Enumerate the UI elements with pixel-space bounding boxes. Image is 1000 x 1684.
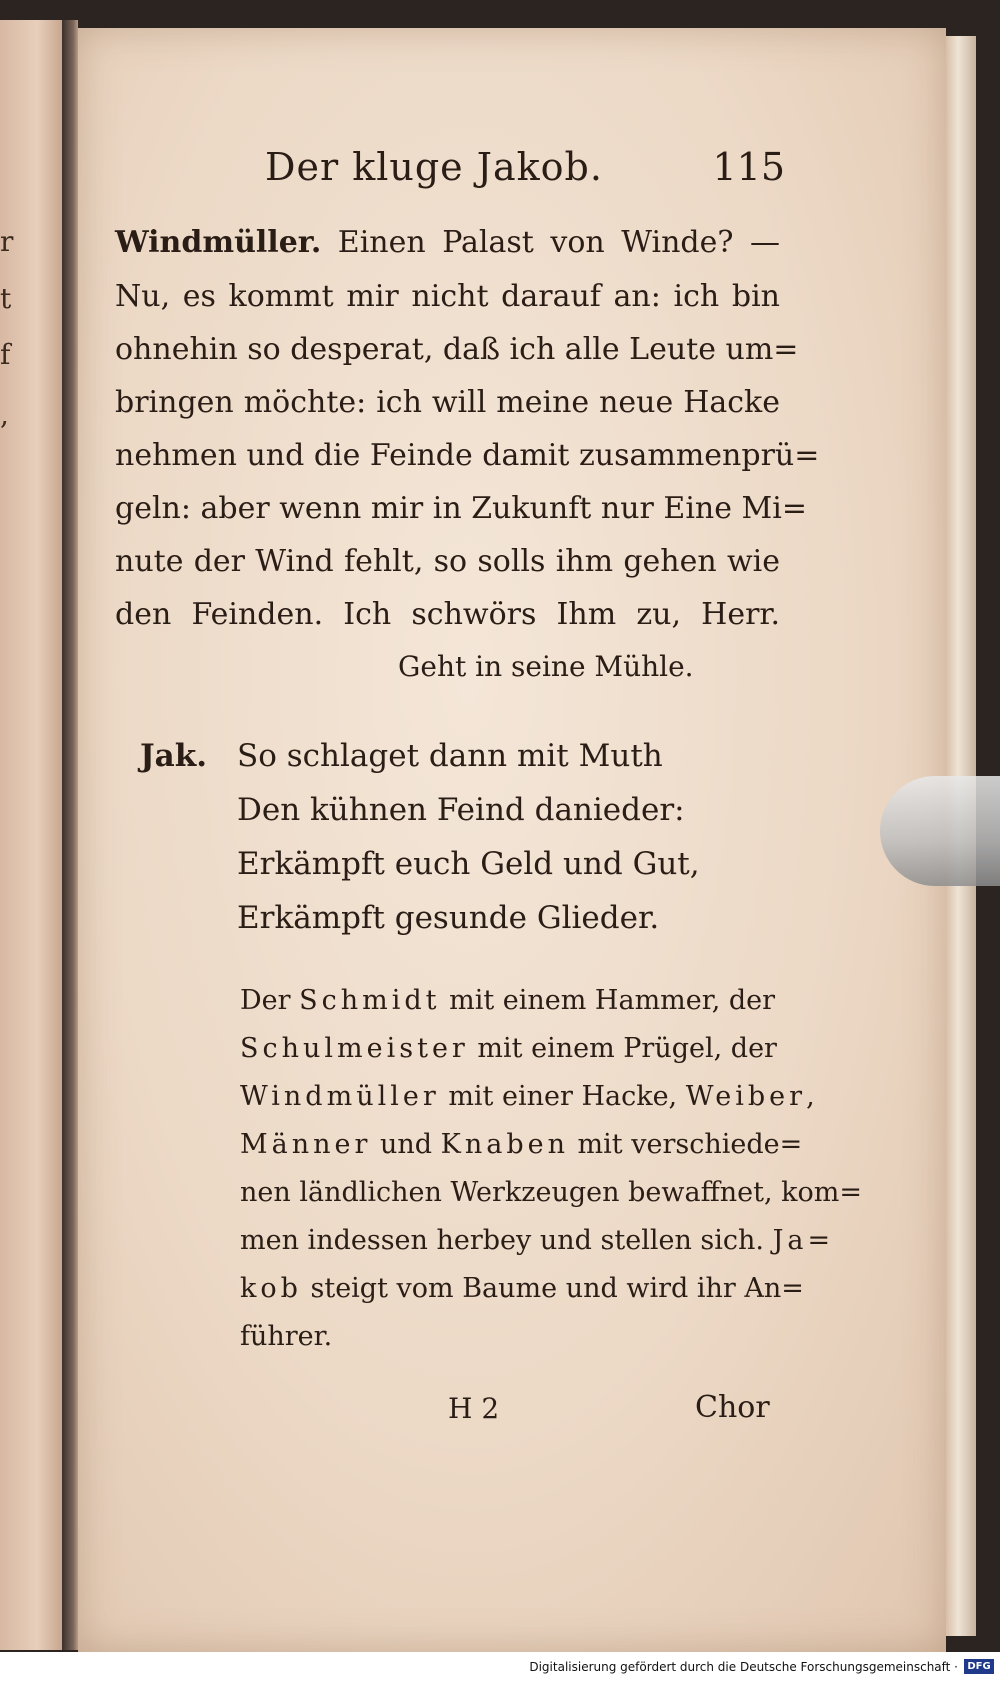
verse-line: Den kühnen Feind danieder: — [237, 792, 685, 828]
stage-direction-line — [240, 985, 776, 1016]
prose-line: Nu, es kommt mir nicht darauf an: ich bin — [115, 279, 780, 314]
facing-page-glyph: t — [0, 282, 12, 315]
stage-direction-line — [240, 1129, 803, 1160]
signature-mark: H 2 — [448, 1392, 500, 1425]
character-name: Weiber — [685, 1081, 807, 1112]
running-header — [265, 145, 785, 195]
funding-credit: Digitalisierung gefördert durch die Deutsche Forschungsgemeinschaft · — [529, 1660, 958, 1674]
facing-page-edge — [0, 20, 62, 1650]
stage-direction-line — [240, 1321, 765, 1352]
verse-line: Erkämpft euch Geld und Gut, — [237, 846, 700, 882]
character-name: Ja= — [772, 1225, 835, 1256]
facing-page-glyph: , — [0, 398, 9, 431]
stage-text: mit einer Hacke, — [439, 1081, 686, 1112]
facing-page-glyph: f — [0, 338, 11, 371]
prose-text: Einen Palast von Winde? — — [337, 225, 780, 260]
stage-text: men indessen herbey und stellen sich. — [240, 1225, 773, 1256]
verse-line: Erkämpft gesunde Glieder. — [237, 900, 660, 936]
page-number: 115 — [712, 145, 785, 189]
stage-direction-line — [240, 1081, 815, 1112]
running-title: Der kluge Jakob. — [265, 145, 603, 189]
facing-page-glyph: r — [0, 225, 14, 258]
stage-text: mit verschiede= — [568, 1129, 803, 1160]
character-name: Schulmeister — [240, 1033, 469, 1064]
prose-line: nute der Wind fehlt, so solls ihm gehen wie — [115, 544, 780, 579]
prose-line: bringen möchte: ich will meine neue Hacke — [115, 385, 780, 420]
digitization-footer — [0, 1652, 1000, 1684]
stage-direction-line — [240, 1177, 862, 1208]
stage-text: steigt vom Baume und wird ihr An= — [301, 1273, 804, 1304]
stage-text: , — [806, 1081, 815, 1112]
stage-direction-line — [240, 1225, 835, 1256]
dfg-logo: DFG — [964, 1659, 994, 1674]
character-name: Schmidt — [299, 985, 441, 1016]
prose-line: geln: aber wenn mir in Zukunft nur Eine Mi= — [115, 491, 807, 526]
prose-line: ohnehin so desperat, daß ich alle Leute um= — [115, 332, 799, 367]
catchword: Chor — [695, 1390, 770, 1425]
book-gutter — [62, 20, 78, 1650]
character-name: kob — [240, 1273, 302, 1304]
prose-line: nehmen und die Feinde damit zusammenprü= — [115, 438, 820, 473]
stage-text: nen ländlichen Werkzeugen bewaffnet, kom= — [240, 1177, 862, 1208]
character-name: Männer — [240, 1129, 372, 1160]
stage-text: und — [371, 1129, 441, 1160]
speaker-name: Windmüller. — [115, 225, 322, 260]
prose-line: den Feinden. Ich schwörs Ihm zu, Herr. — [115, 597, 780, 632]
stage-exit: Geht in seine Mühle. — [398, 650, 694, 683]
stage-text: mit einem Hammer, der — [440, 985, 776, 1016]
page-clip — [880, 776, 1000, 886]
song-speaker: Jak. — [140, 738, 208, 774]
stage-direction-line — [240, 1273, 804, 1304]
character-name: Windmüller — [240, 1081, 440, 1112]
stage-text: mit einem Prügel, der — [468, 1033, 777, 1064]
book-page — [78, 28, 946, 1652]
character-name: Knaben — [440, 1129, 569, 1160]
stage-text: Der — [240, 985, 300, 1016]
verse-line: So schlaget dann mit Muth — [237, 738, 663, 774]
stage-text: führer. — [240, 1321, 333, 1352]
stage-direction-line — [240, 1033, 777, 1064]
prose-line — [115, 225, 780, 260]
